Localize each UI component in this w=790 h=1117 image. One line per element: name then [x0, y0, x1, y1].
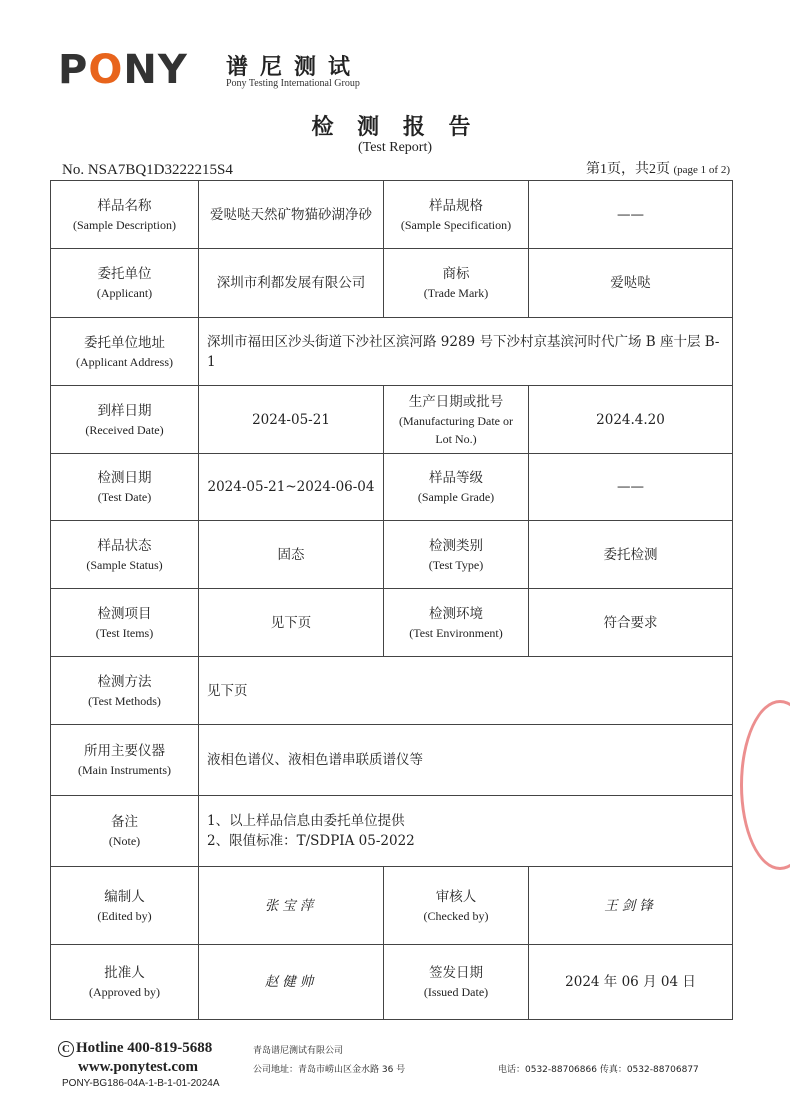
page-indicator: 第1页，共2页 (page 1 of 2)	[585, 162, 730, 177]
test-type-value: 委托检测	[529, 521, 733, 589]
instruments-label: 所用主要仪器 (Main Instruments)	[51, 725, 199, 796]
sample-status-label: 样品状态 (Sample Status)	[51, 521, 199, 589]
test-type-label: 检测类别 (Test Type)	[384, 521, 529, 589]
table-row	[51, 181, 733, 249]
mfg-date-label: 生产日期或批号 (Manufacturing Date or Lot No.)	[384, 386, 529, 454]
table-row	[51, 725, 733, 796]
document-code: PONY-BG186-04A-1-B-1-01-2024A	[62, 1078, 220, 1089]
seal-stamp	[740, 700, 790, 870]
table-row	[51, 657, 733, 725]
footer-company: 青岛谱尼测试有限公司	[253, 1046, 344, 1056]
sample-status-value: 固态	[199, 521, 384, 589]
note-line-1: 1、以上样品信息由委托单位提供	[207, 813, 405, 829]
test-env-label: 检测环境 (Test Environment)	[384, 589, 529, 657]
table-row	[51, 867, 733, 945]
table-row	[51, 945, 733, 1020]
website-link[interactable]: www.ponytest.com	[78, 1059, 198, 1075]
report-number: No. NSA7BQ1D3222215S4	[62, 162, 233, 178]
trademark-value: 爱哒哒	[529, 249, 733, 318]
approved-by-signature: 赵健帅	[199, 945, 384, 1020]
sample-grade-value: ——	[529, 454, 733, 521]
applicant-value: 深圳市利都发展有限公司	[199, 249, 384, 318]
received-date-value: 2024-05-21	[199, 386, 384, 454]
address-value: 深圳市福田区沙头街道下沙社区滨河路 9289 号下沙村京基滨河时代广场 B 座十层 B-1	[199, 318, 733, 386]
report-title: 检 测 报 告	[311, 115, 479, 140]
hotline: C Hotline 400-819-5688	[58, 1040, 212, 1057]
table-row	[51, 386, 733, 454]
copyright-icon: C	[58, 1041, 74, 1057]
test-methods-value: 见下页	[199, 657, 733, 725]
footer-phone: 电话：0532-88706866 传真：0532-88706877	[498, 1065, 699, 1075]
report-info-table	[50, 180, 733, 1020]
test-env-value: 符合要求	[529, 589, 733, 657]
footer-address: 公司地址：青岛市崂山区金水路 36 号	[253, 1065, 406, 1075]
checked-by-label: 审核人 (Checked by)	[384, 867, 529, 945]
test-items-value: 见下页	[199, 589, 384, 657]
edited-by-signature: 张宝萍	[199, 867, 384, 945]
sample-spec-label: 样品规格 (Sample Specification)	[384, 181, 529, 249]
test-date-label: 检测日期 (Test Date)	[51, 454, 199, 521]
logo-english-name: Pony Testing International Group	[226, 78, 360, 89]
sample-desc-label: 样品名称 (Sample Description)	[51, 181, 199, 249]
trademark-label: 商标 (Trade Mark)	[384, 249, 529, 318]
table-row	[51, 454, 733, 521]
test-date-value: 2024-05-21~2024-06-04	[199, 454, 384, 521]
table-row	[51, 589, 733, 657]
sample-desc-value: 爱哒哒天然矿物猫砂湖净砂	[199, 181, 384, 249]
issued-date-label: 签发日期 (Issued Date)	[384, 945, 529, 1020]
report-title-en: (Test Report)	[357, 140, 433, 155]
applicant-label: 委托单位 (Applicant)	[51, 249, 199, 318]
instruments-value: 液相色谱仪、液相色谱串联质谱仪等	[199, 725, 733, 796]
note-value	[199, 796, 733, 867]
sample-spec-value: ——	[529, 181, 733, 249]
logo-chinese-name: 谱尼测试	[226, 55, 363, 80]
table-row	[51, 318, 733, 386]
received-date-label: 到样日期 (Received Date)	[51, 386, 199, 454]
edited-by-label: 编制人 (Edited by)	[51, 867, 199, 945]
table-row	[51, 521, 733, 589]
test-methods-label: 检测方法 (Test Methods)	[51, 657, 199, 725]
mfg-date-value: 2024.4.20	[529, 386, 733, 454]
sample-grade-label: 样品等级 (Sample Grade)	[384, 454, 529, 521]
address-label: 委托单位地址 (Applicant Address)	[51, 318, 199, 386]
logo-wordmark: PONY	[58, 47, 188, 93]
table-row	[51, 796, 733, 867]
test-items-label: 检测项目 (Test Items)	[51, 589, 199, 657]
approved-by-label: 批准人 (Approved by)	[51, 945, 199, 1020]
table-row	[51, 249, 733, 318]
note-label: 备注 (Note)	[51, 796, 199, 867]
note-line-2: 2、限值标准：T/SDPIA 05-2022	[207, 833, 415, 849]
checked-by-signature: 王剑锋	[529, 867, 733, 945]
issued-date-value: 2024 年 06 月 04 日	[529, 945, 733, 1020]
